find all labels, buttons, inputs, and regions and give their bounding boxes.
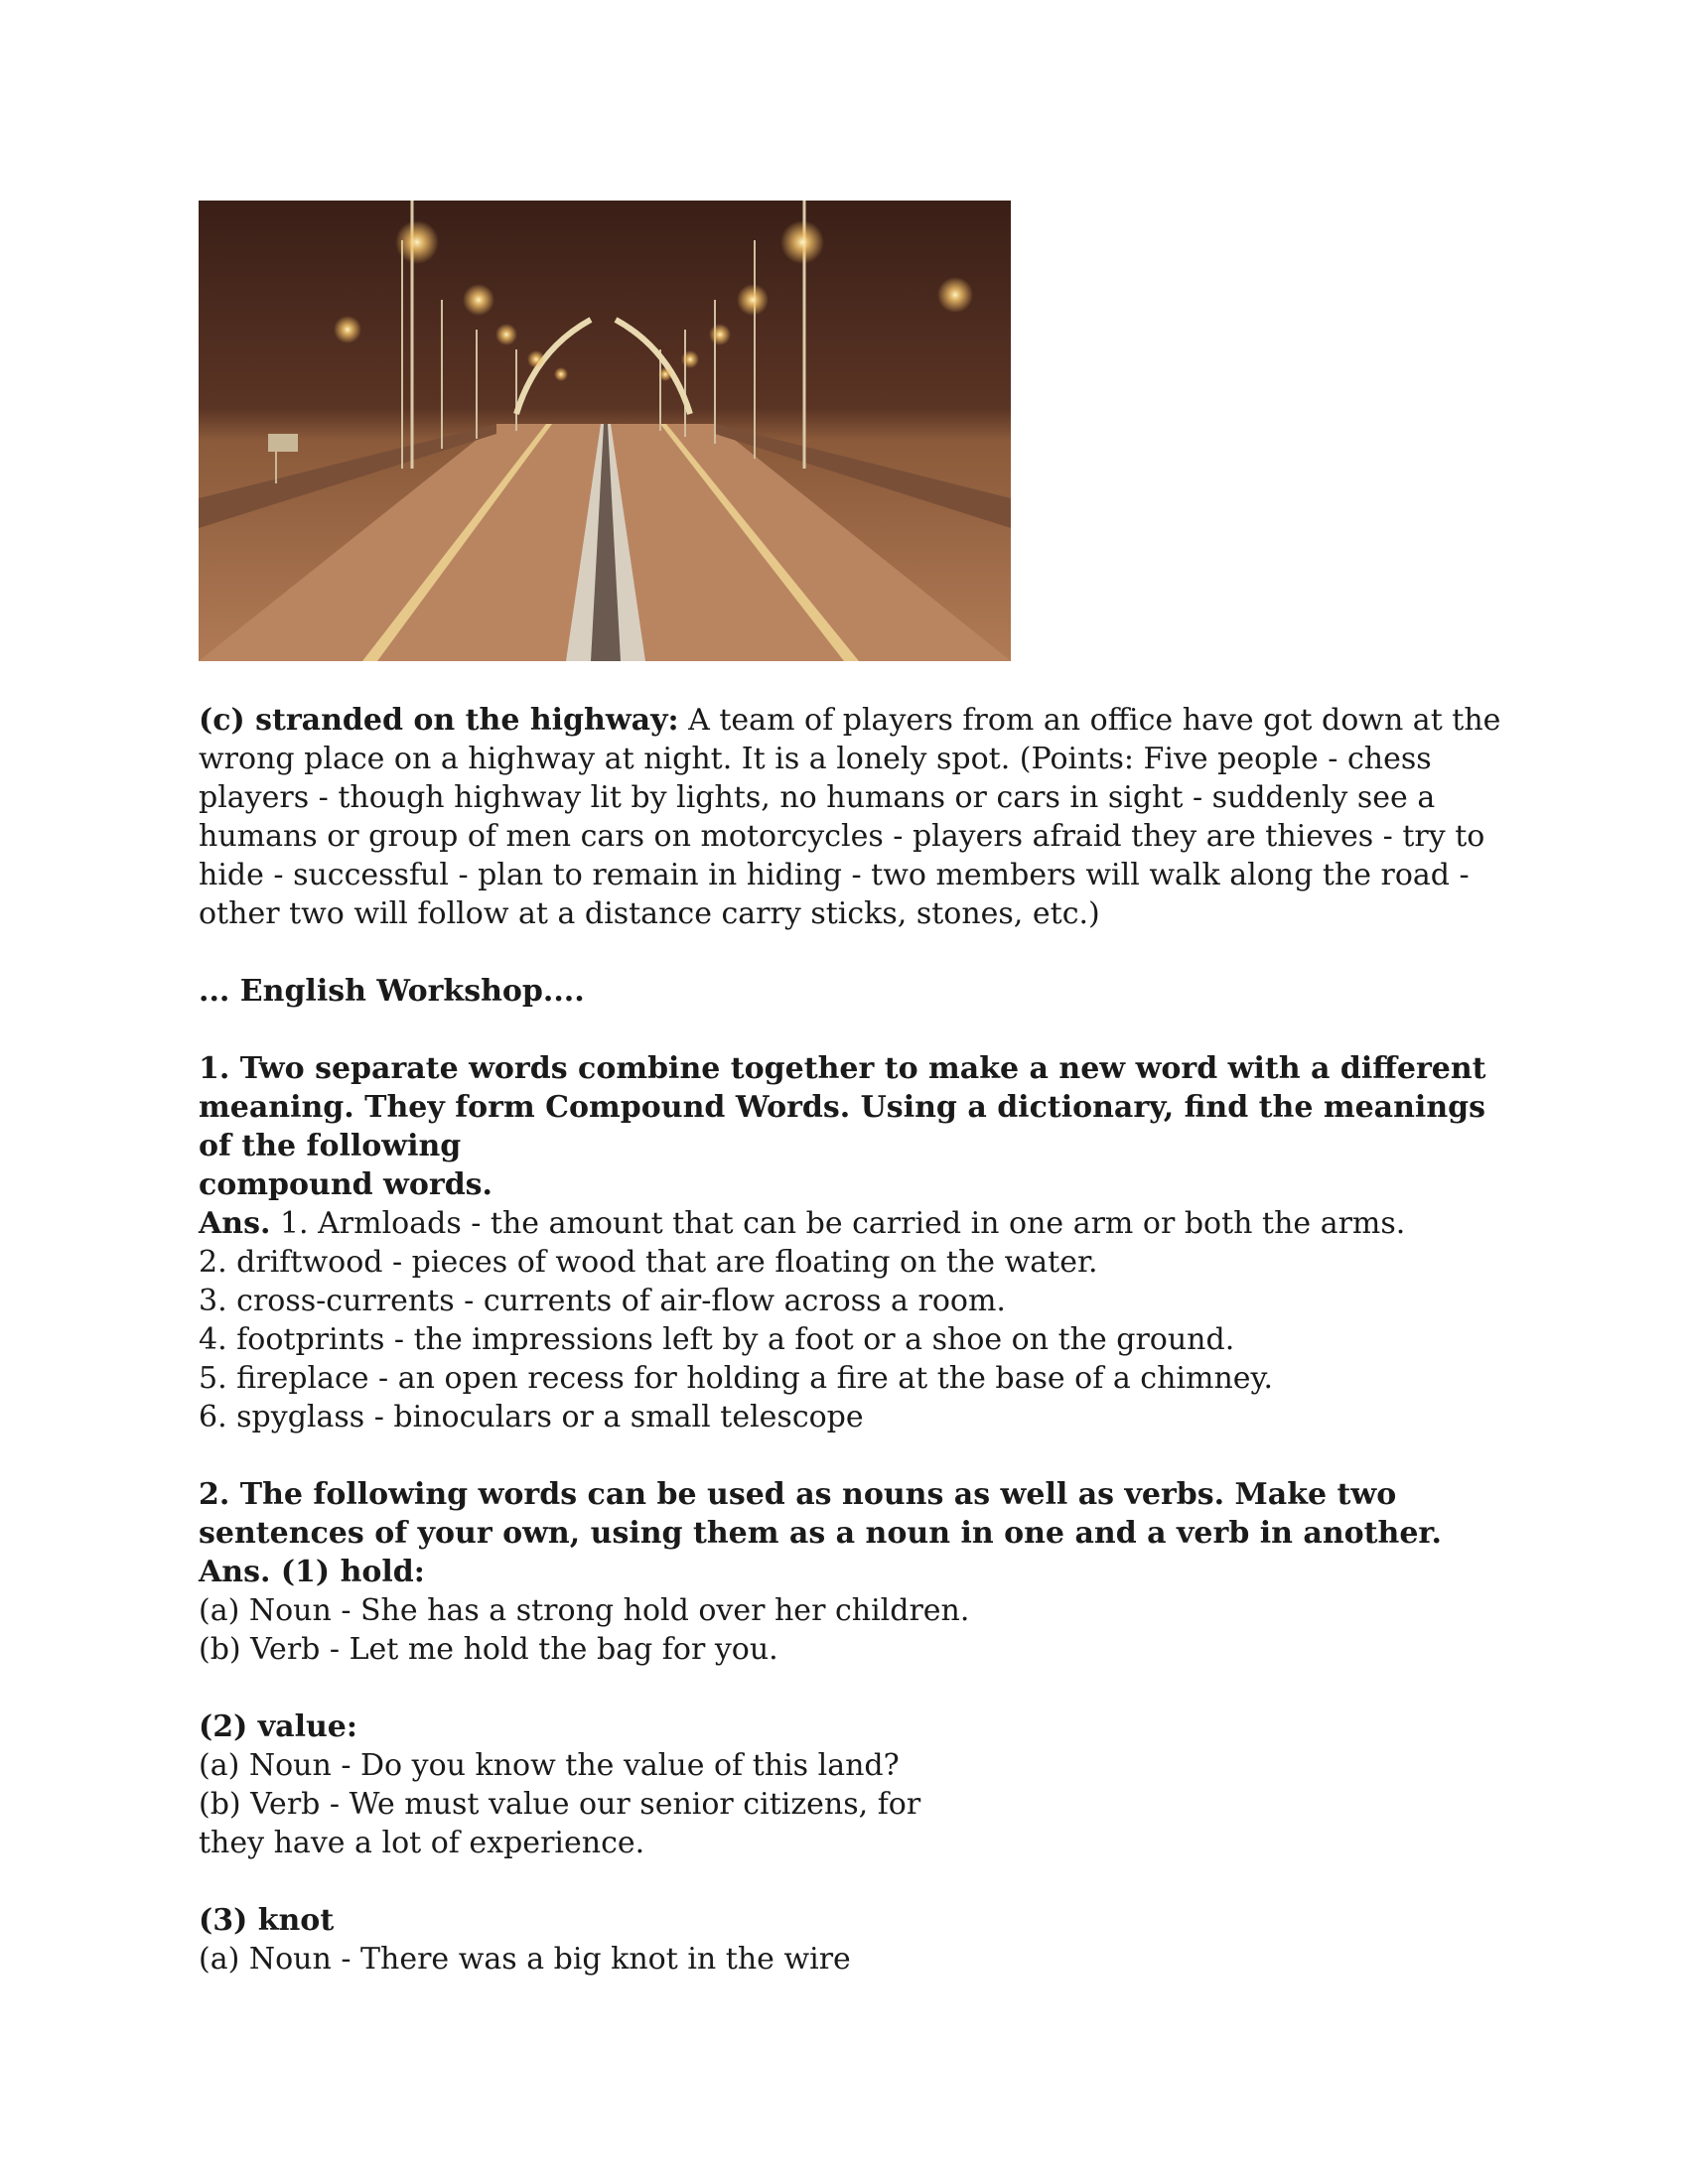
hold-noun: (a) Noun - She has a strong hold over her children. — [199, 1593, 970, 1628]
answer-line-1: Ans. 1. Armloads - the amount that can be carried in one arm or both the arms. — [199, 1206, 1406, 1241]
answer-line-2: 2. driftwood - pieces of wood that are floating on the water. — [199, 1245, 1098, 1280]
value-label: (2) value: — [199, 1709, 357, 1744]
text-content — [199, 701, 1519, 1979]
answer-line-4: 4. footprints - the impressions left by a foot or a shoe on the ground. — [199, 1322, 1235, 1357]
answer-hold-label: Ans. (1) hold: — [199, 1555, 425, 1589]
knot-noun: (a) Noun - There was a big knot in the wire — [199, 1942, 851, 1977]
workshop-title: ... English Workshop.... — [199, 974, 585, 1009]
answer-line-6: 6. spyglass - binoculars or a small telescope — [199, 1400, 864, 1434]
writing-task — [199, 701, 1519, 933]
writing-heading: (c) stranded on the highway: — [199, 703, 679, 738]
hold-verb: (b) Verb - Let me hold the bag for you. — [199, 1632, 778, 1667]
writing-text: A team of players from an office have got down at the wrong place on a highway at night. It is a lonely spot. (Points: Five people - chess players - though highway lit by lights, no humans or cars in sight - suddenly see a humans or group of men cars on motorcycles - players afraid they are thieves - try to hide - successful - plan to remain in hiding - two members will walk along the road - other two will follow at a distance carry sticks, stones, etc.) — [199, 703, 1501, 931]
night-highway-photo — [199, 201, 1011, 661]
answer-line-5: 5. fireplace - an open recess for holding a fire at the base of a chimney. — [199, 1361, 1274, 1396]
knot-label: (3) knot — [199, 1903, 335, 1938]
answer-label: Ans. — [199, 1206, 271, 1241]
value-verb-2: they have a lot of experience. — [199, 1826, 645, 1860]
question-1-end: compound words. — [199, 1167, 493, 1202]
value-noun: (a) Noun - Do you know the value of this land? — [199, 1748, 900, 1783]
value-verb-1: (b) Verb - We must value our senior citizens, for — [199, 1787, 921, 1822]
question-2: 2. The following words can be used as nouns as well as verbs. Make two sentences of your own, using them as a noun in one and a verb in another. — [199, 1477, 1442, 1551]
answer-line-3: 3. cross-currents - currents of air-flow across a room. — [199, 1284, 1006, 1318]
question-1: 1. Two separate words combine together to make a new word with a different meaning. They form Compound Words. Using a dictionary, find the meanings of the following — [199, 1051, 1486, 1163]
